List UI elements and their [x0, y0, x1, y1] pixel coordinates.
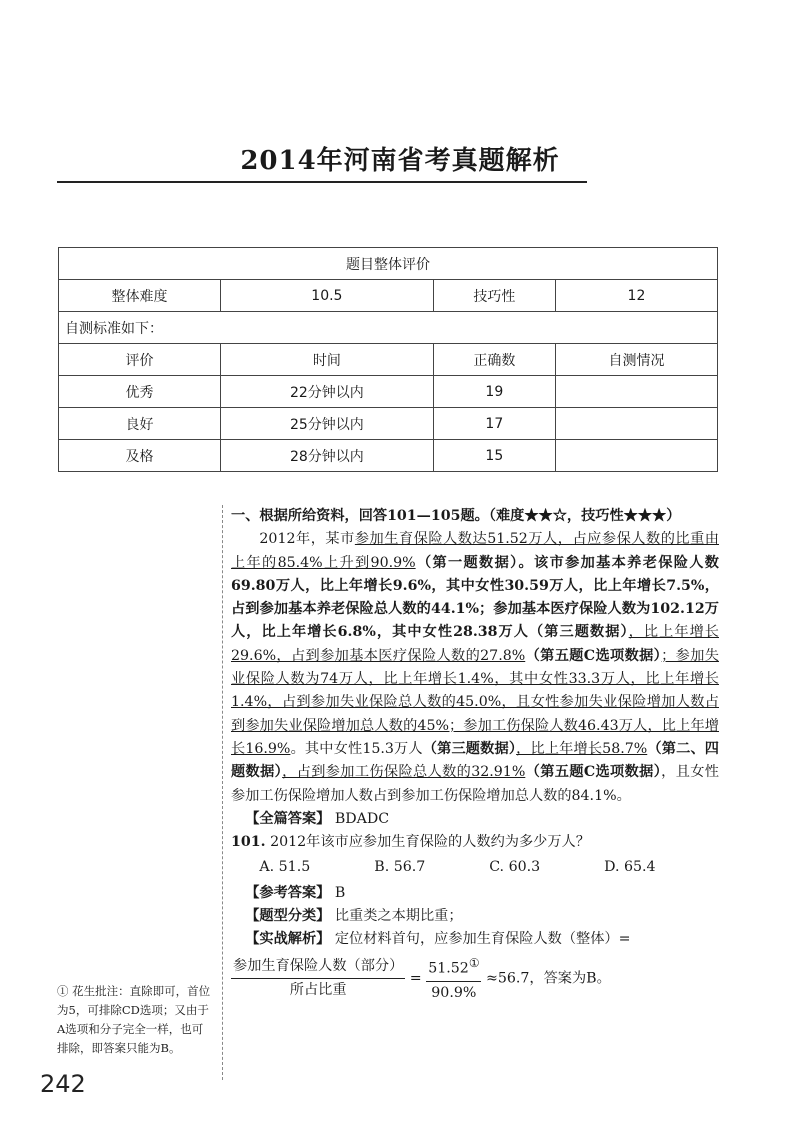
time-cell: 22分钟以内 [221, 376, 434, 408]
question-101 [231, 831, 719, 854]
underlined-text: 参加生育保险人数达51.52万人，占应参保人数的比重由上年的85.4%上升到90.9% [231, 531, 719, 571]
formula-result: ≈56.7，答案为B。 [485, 970, 611, 987]
table-header: 题目整体评价 [59, 248, 718, 280]
skill-value: 12 [555, 280, 717, 312]
page-number: 242 [40, 1070, 86, 1098]
correct-cell: 15 [433, 440, 555, 472]
answer-options [231, 856, 719, 879]
reference-answer-label: 【参考答案】 [245, 884, 331, 901]
question-type [231, 905, 719, 928]
time-cell: 25分钟以内 [221, 408, 434, 440]
correct-cell: 17 [433, 408, 555, 440]
equals-sign: = [409, 970, 422, 987]
option-c: C. 60.3 [489, 859, 541, 876]
fraction-denominator: 所占比重 [289, 981, 347, 998]
data-note: （第二、四题数据） [231, 740, 719, 781]
formula [231, 952, 719, 1005]
option-a: A. 51.5 [259, 859, 311, 876]
self-check-cell [555, 440, 717, 472]
grade-cell: 良好 [59, 408, 221, 440]
data-note: （第三题数据） [529, 624, 629, 641]
data-note: （第三题数据） [422, 740, 517, 757]
reference-answer [231, 882, 719, 905]
underlined-text: ，占到参加工伤保险总人数的32.91% [282, 764, 526, 781]
underlined-text: ；参加失业保险人数为74万人，比上年增长1.4%，其中女性33.3万人，比上年增长1.4%，占到参加失业保险总人数的45.0%，且女性参加失业保险增加人数占到参加失业保险增加总人数的45%；参加工伤保险人数46.43万人，比上年增长16.9% [231, 647, 719, 757]
full-answer-value: BDADC [334, 810, 390, 827]
side-note: ① 花生批注：直除即可，首位为5，可排除CD选项；又由于A选项和分子完全一样，也可排除，即答案只能为B。 [57, 984, 211, 1055]
fraction-values [426, 952, 481, 1005]
analysis-text: 定位材料首句，应参加生育保险人数（整体）= [334, 931, 631, 948]
standard-label: 自测标准如下： [59, 312, 718, 344]
analysis [231, 928, 719, 951]
full-answer [231, 808, 719, 831]
fraction-numerator: 参加生育保险人数（部分） [231, 955, 405, 979]
fraction-denominator: 90.9% [431, 984, 477, 1001]
data-note: （第一题数据）。该市参加基本养老保险人数69.80万人，比上年增长9.6%，其中女性30.59万人，比上年增长7.5%，占到参加基本养老保险总人数的44.1%；参加基本医疗保险人数为102.12万人，比上年增长6.8%，其中女性28.38万人 [231, 554, 719, 641]
fraction-numerator [426, 952, 481, 982]
material-paragraph [231, 528, 719, 808]
analysis-label: 【实战解析】 [245, 931, 331, 948]
skill-label: 技巧性 [433, 280, 555, 312]
main-content [231, 505, 719, 1005]
self-check-cell [555, 376, 717, 408]
table-row [59, 376, 718, 408]
evaluation-table [58, 247, 718, 472]
time-cell: 28分钟以内 [221, 440, 434, 472]
correct-cell: 19 [433, 376, 555, 408]
table-row [59, 440, 718, 472]
material-text: ，且女性参加工伤保险增加人数占到参加工伤保险增加总人数的84.1%。 [231, 764, 719, 804]
difficulty-label: 整体难度 [59, 280, 221, 312]
page-title: 2014年河南省考真题解析 [240, 146, 560, 176]
question-text: 2012年该市应参加生育保险的人数约为多少万人？ [270, 834, 590, 851]
self-check-cell [555, 408, 717, 440]
title-divider [57, 181, 587, 183]
underlined-text: ，比上年增长29.6%，占到参加基本医疗保险人数的27.8% [231, 624, 719, 664]
material-text: 。其中女性15.3万人 [290, 740, 423, 757]
question-number: 101. [231, 834, 266, 851]
option-b: B. 56.7 [374, 859, 426, 876]
column-header: 评价 [59, 344, 221, 376]
data-note: （第五题C选项数据） [525, 764, 662, 781]
numerator-value: 51.52 [428, 960, 469, 977]
column-header: 时间 [221, 344, 434, 376]
question-type-label: 【题型分类】 [245, 908, 331, 925]
grade-cell: 及格 [59, 440, 221, 472]
data-note: （第五题C选项数据） [525, 647, 662, 664]
table-row [59, 408, 718, 440]
full-answer-label: 【全篇答案】 [245, 810, 331, 827]
section-heading: 一、根据所给资料，回答101—105题。（难度★★☆，技巧性★★★） [231, 508, 681, 524]
underlined-text: ，比上年增长58.7% [516, 740, 648, 757]
reference-answer-value: B [334, 884, 346, 901]
difficulty-value: 10.5 [221, 280, 434, 312]
grade-cell: 优秀 [59, 376, 221, 408]
fraction-part-over-share [231, 955, 405, 1003]
material-text: 2012年，某市 [259, 531, 355, 548]
margin-dashed-line [222, 505, 223, 1080]
column-header: 自测情况 [555, 344, 717, 376]
question-type-value: 比重类之本期比重； [334, 908, 463, 925]
option-d: D. 65.4 [604, 859, 656, 876]
footnote-mark: ① [468, 955, 480, 970]
column-header: 正确数 [433, 344, 555, 376]
